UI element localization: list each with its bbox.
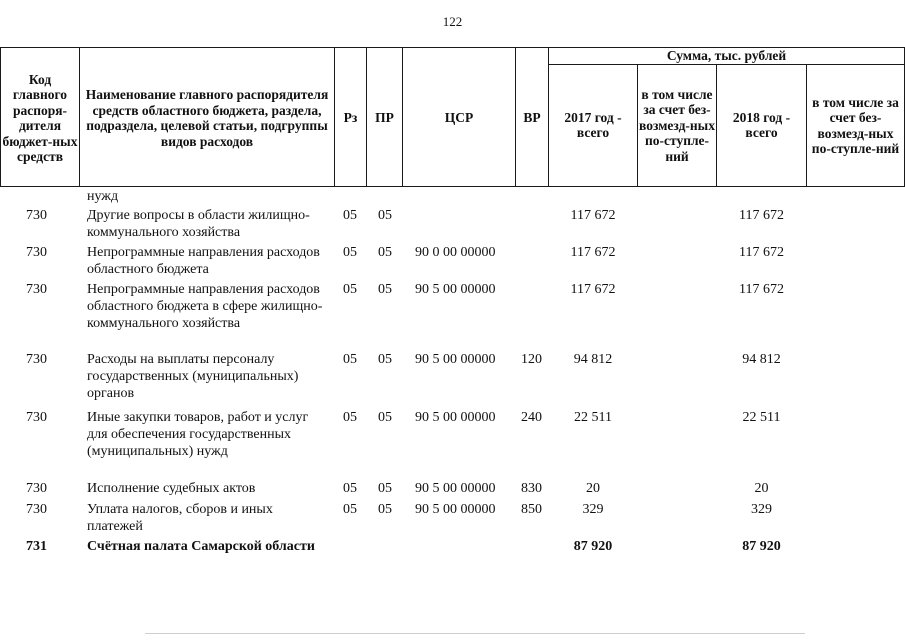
header-2018-free: в том числе за счет без-возмезд-ных по-ступле-ний [811, 94, 900, 156]
footer-rule [145, 633, 805, 634]
row-2-rz: 05 [343, 245, 357, 260]
row-8-y2017: 87 920 [573, 539, 613, 554]
row-4-y2018: 94 812 [742, 352, 781, 367]
row-5-csr: 90 5 00 00000 [415, 410, 496, 425]
row-8-name: Счётная палата Самарской области [87, 539, 315, 554]
row-1-pr: 05 [378, 208, 392, 223]
header-pr: ПР [375, 110, 394, 126]
row-2-csr: 90 0 00 00000 [415, 245, 496, 260]
row-7-name: Уплата налогов, сборов и иных платежей [87, 502, 273, 534]
row-3-y2017: 117 672 [570, 282, 616, 297]
header-csr: ЦСР [444, 110, 474, 126]
row-8-y2018: 87 920 [742, 539, 781, 554]
row-6-y2017: 20 [586, 481, 600, 496]
row-1-rz: 05 [343, 208, 357, 223]
row-4-rz: 05 [343, 352, 357, 367]
row-5-name: Иные закупки товаров, работ и услуг для обеспечения государственных (муниципальных) нужд [87, 410, 309, 459]
row-5-y2017: 22 511 [574, 410, 612, 425]
row-5-y2018: 22 511 [742, 410, 781, 425]
row-1-name: Другие вопросы в области жилищно-коммунального хозяйства [87, 208, 310, 240]
row-8-code: 731 [26, 539, 47, 554]
row-2-pr: 05 [378, 245, 392, 260]
row-3-code: 730 [26, 282, 47, 297]
header-sum-title: Сумма, тыс. рублей [666, 48, 787, 64]
row-5-rz: 05 [343, 410, 357, 425]
table-header [0, 47, 905, 187]
header-2018-total: 2018 год - всего [732, 109, 791, 140]
header-rz: Рз [343, 110, 358, 126]
row-2-code: 730 [26, 245, 47, 260]
row-4-name: Расходы на выплаты персоналу государственных (муниципальных) органов [87, 352, 299, 401]
row-1-y2018: 117 672 [739, 208, 784, 223]
row-6-pr: 05 [378, 481, 392, 496]
header-code: Код главного распоря-дителя бюджет-ных средств [2, 71, 78, 164]
row-5-code: 730 [26, 410, 47, 425]
row-7-rz: 05 [343, 502, 357, 517]
row-6-vr: 830 [521, 481, 542, 496]
row-2-y2018: 117 672 [739, 245, 784, 260]
row-7-code: 730 [26, 502, 47, 517]
page-number: 122 [442, 14, 463, 29]
row-3-csr: 90 5 00 00000 [415, 282, 496, 297]
row-3-name: Непрограммные направления расходов областного бюджета в сфере жилищно-коммунального хозяйства [87, 282, 323, 331]
row-6-csr: 90 5 00 00000 [415, 481, 496, 496]
row-7-y2018: 329 [751, 502, 772, 517]
row-5-vr: 240 [521, 410, 542, 425]
row-3-pr: 05 [378, 282, 392, 297]
row-7-pr: 05 [378, 502, 392, 517]
row-6-code: 730 [26, 481, 47, 496]
row-4-csr: 90 5 00 00000 [415, 352, 496, 367]
header-name: Наименование главного распорядителя средств областного бюджета, раздела, подраздела, целевой статьи, подгруппы видов расходов [85, 87, 329, 149]
row-4-y2017: 94 812 [573, 352, 613, 367]
row-4-vr: 120 [521, 352, 542, 367]
continuation-text: нужд [87, 189, 119, 204]
row-4-code: 730 [26, 352, 47, 367]
header-2017-total: 2017 год - всего [564, 109, 622, 140]
row-7-vr: 850 [521, 502, 542, 517]
row-1-code: 730 [26, 208, 47, 223]
row-2-y2017: 117 672 [570, 245, 616, 260]
row-6-rz: 05 [343, 481, 357, 496]
row-2-name: Непрограммные направления расходов областного бюджета [87, 245, 320, 277]
row-7-csr: 90 5 00 00000 [415, 502, 496, 517]
row-7-y2017: 329 [582, 502, 604, 517]
header-2017-free: в том числе за счет без-возмезд-ных по-ступле-ний [639, 86, 715, 164]
row-3-y2018: 117 672 [739, 282, 784, 297]
row-6-name: Исполнение судебных актов [87, 481, 256, 496]
row-1-y2017: 117 672 [570, 208, 616, 223]
row-5-pr: 05 [378, 410, 392, 425]
row-6-y2018: 20 [754, 481, 769, 496]
row-3-rz: 05 [343, 282, 357, 297]
header-vr: ВР [523, 110, 541, 126]
row-4-pr: 05 [378, 352, 392, 367]
